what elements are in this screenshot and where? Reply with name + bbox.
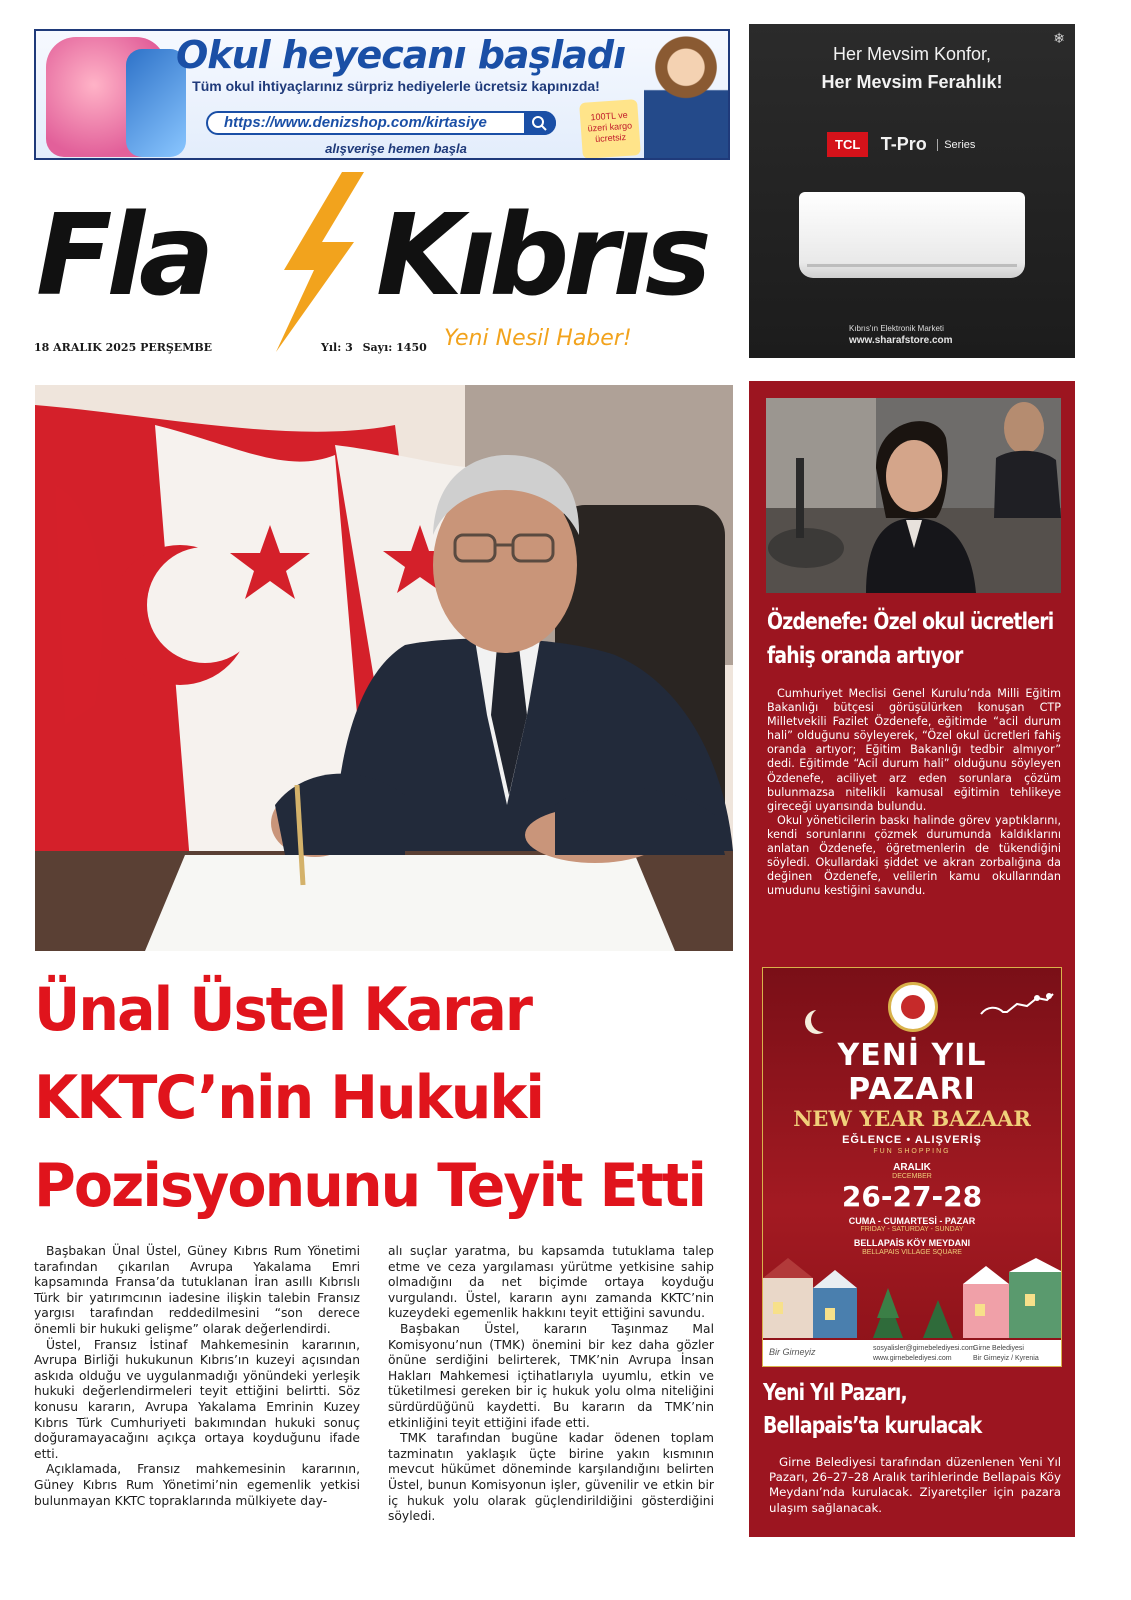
ad-subtitle: Tüm okul ihtiyaçlarınız sürpriz hediyelerle ücretsiz kapınızda! [192, 78, 600, 94]
article-column-2 [388, 1244, 714, 1525]
headline-line: Ünal Üstel Karar [34, 975, 532, 1045]
bazaar-venue-en: BELLAPAIS VILLAGE SQUARE [862, 1249, 962, 1256]
snowflake-icon: ❄ [1053, 30, 1065, 46]
store-tagline: Kıbrıs'ın Elektronik Marketi [849, 324, 944, 333]
lightning-bolt-icon [254, 172, 374, 352]
school-ad-banner[interactable] [34, 29, 730, 160]
issue-date: 18 ARALIK 2025 PERŞEMBE [34, 341, 213, 354]
side-headline-line: Yeni Yıl Pazarı, [763, 1380, 907, 1406]
article-paragraph: alı suçlar yaratma, bu kapsamda tutuklama talep etme ve ceza yargılaması yürütme yetkisine sahip olmadığını da net biçimde ortaya koyduğu vurgulandı. Üstel, kararın aynı zamanda KKTC’nin kuzeydeki egemenlik hakkını teyit ettiğini savundu. [388, 1244, 714, 1321]
bazaar-title-2: PAZARI [848, 1072, 976, 1107]
slogan: Yeni Nesil Haber! [444, 326, 632, 351]
brand-row [827, 132, 975, 160]
bazaar-footer [763, 1340, 1062, 1366]
bazaar-venue: BELLAPAİS KÖY MEYDANI [853, 1238, 971, 1248]
student-image [644, 35, 728, 159]
ad-url-field[interactable]: https://www.denizshop.com/kirtasiye [206, 111, 556, 135]
ad-title: Okul heyecanı başladı [176, 33, 626, 77]
bazaar-title-1: YENİ YIL [837, 1038, 987, 1073]
ac-vent [807, 264, 1017, 267]
village-houses-illustration [763, 1258, 1062, 1338]
shipping-badge: 100TL ve üzeri kargo ücretsiz [579, 99, 641, 159]
ad-cta[interactable]: alışverişe hemen başla [325, 141, 467, 156]
bazaar-days: CUMA - CUMARTESİ - PAZAR [848, 1216, 976, 1226]
footer-social-2[interactable]: Bir Girneyiz / Kyrenia [973, 1355, 1039, 1362]
series-label: Series [937, 139, 975, 151]
bazaar-days-en: FRIDAY - SATURDAY - SUNDAY [860, 1226, 964, 1233]
article-column-1 [34, 1244, 360, 1509]
bazaar-month: ARALIK [893, 1162, 931, 1173]
footer-email[interactable]: sosyalisler@girnebelediyesi.com [873, 1345, 975, 1352]
brand-logo: TCL [827, 132, 868, 157]
bazaar-tags-en: FUN SHOPPING [873, 1148, 951, 1155]
side-story-photo[interactable] [766, 398, 1061, 593]
bazaar-tags: EĞLENCE • ALIŞVERİŞ [842, 1134, 982, 1146]
side-paragraph: Girne Belediyesi tarafından düzenlenen Yeni Yıl Pazarı, 26–27–28 Aralık tarihlerinde Bellapais Köy Meydanı’nda kurulacak. Ziyaretçiler için pazara ulaşım sağlanacak. [769, 1455, 1061, 1515]
reindeer-sleigh-icon [977, 984, 1057, 1024]
side-headline-line: Özdenefe: Özel okul ücretleri [767, 609, 1054, 635]
municipality-seal-icon [888, 982, 938, 1032]
logo-text-part2: Kıbrıs [376, 191, 706, 321]
main-story-photo[interactable] [35, 385, 733, 951]
article-paragraph: Başbakan Üstel, kararın Taşınmaz Mal Komisyonu’nun (TMK) önemini bir kez daha gözler önüne serdiğini belirterek, TMK’nin Avrupa İnsan Hakları Mahkemesi içtihatlarıyla uyumlu, etkin ve tüketilmesi gereken bir iç hukuk yolu olma niteliğini sürdürdüğünü kaydetti. Bu kararın da TMK’nin etkinliğini teyit ettiğini ifade etti. [388, 1321, 714, 1430]
article-paragraph: Başbakan Ünal Üstel, Güney Kıbrıs Rum Yönetimi tarafından çıkarılan Avrupa Yakalama Emri kapsamında Fransa’da tutuklanan İran asıllı Kıbrıslı Türk bir yatırımcının iadesine ilişkin talebin Fransız yargısı tarafından reddedilmesini “son derece önemli bir hukuki gelişme” olarak değerlendirdi. [34, 1244, 360, 1336]
bazaar-title-en: NEW YEAR BAZAAR [793, 1106, 1031, 1131]
side-headline-2[interactable] [763, 1377, 1009, 1443]
article-paragraph: Açıklamada, Fransız mahkemesinin kararının, Güney Kıbrıs Rum Yönetimi’nin egemenlik yetkisi bulunmayan KKTC topraklarında mülkiyete day- [34, 1462, 360, 1508]
side-body-2 [769, 1455, 1061, 1516]
store-url[interactable]: www.sharafstore.com [849, 335, 953, 346]
new-year-bazaar-ad[interactable] [762, 967, 1062, 1367]
main-headline[interactable] [34, 966, 705, 1230]
bazaar-month-en: DECEMBER [892, 1173, 932, 1180]
side-paragraph: Okul yöneticilerin baskı halinde görev yaptıklarını, kendi sorunlarını çözmek durumunda kaldıklarını anlatan Özdenefe, öğretmenlerin de tükendiğini söyledi. Okullardaki şiddet ve akran zorbalığına da değinen Özdenefe, velilerin kamu okullarından umudunu kestiğini savundu. [767, 813, 1061, 898]
footer-social-1[interactable]: Girne Belediyesi [973, 1345, 1024, 1352]
sidebar-news [749, 381, 1075, 1537]
side-body [767, 687, 1061, 898]
issue-info [321, 341, 427, 354]
side-headline-line: fahiş oranda artıyor [767, 643, 963, 669]
article-paragraph: TMK tarafından bugüne kadar ödenen toplam tazminatın yaklaşık üçte birine yakın kısmının mevcut hükümet döneminde karşılandığını belirten Üstel, bunun Komisyonun işler, güvenilir ve etkin bir iç hukuk yolu olarak güçlendirildiğini gösterdiğini söyledi. [388, 1431, 714, 1524]
headline-line: KKTC’nin Hukuki [34, 1063, 544, 1133]
footer-web[interactable]: www.girnebelediyesi.com [873, 1355, 952, 1362]
issue-number: Sayı: 1450 [362, 341, 427, 354]
newspaper-logo[interactable] [36, 186, 736, 326]
ad-line2: Her Mevsim Ferahlık! [821, 72, 1003, 92]
headline-line: Pozisyonunu Teyit Etti [34, 1151, 705, 1221]
logo-text-part1: Fla [36, 191, 209, 321]
ad-line1: Her Mevsim Konfor, [832, 44, 992, 64]
crescent-moon-icon [811, 1008, 835, 1032]
search-icon[interactable] [524, 111, 556, 135]
air-conditioner-ad[interactable] [749, 24, 1075, 358]
side-paragraph: Cumhuriyet Meclisi Genel Kurulu’nda Milli Eğitim Bakanlığı bütçesi görüşülürken konuşan CTP Milletvekili Fazilet Özdenefe, eğitimde “acil durum hali” olduğunu söyleyerek, “Özel okul ücretleri fahiş oranda artıyor; Eğitim Bakanlığı tedbir almıyor” dedi. Eğitimde “Acil durum hali” olduğunu söyleyen Özdenefe, aciliyet arz eden sorunlara çözüm bulunmazsa nitelikli kamusal eğitimin tehlikeye gireceği uyarısında bulundu. [767, 687, 1061, 813]
footer-slogan: Bir Girneyiz [769, 1347, 816, 1357]
side-headline[interactable] [767, 605, 1054, 673]
issue-year: Yıl: 3 [321, 341, 353, 354]
bazaar-dates: 26-27-28 [841, 1180, 983, 1213]
side-headline-line: Bellapais’ta kurulacak [763, 1413, 982, 1439]
model-name: T-Pro [880, 134, 927, 154]
article-paragraph: Üstel, Fransız İstinaf Mahkemesinin kararının, Avrupa Birliği hukukunun Kıbrıs’ın kuzeyi açısından askıda olduğu ve uygulanmadığı yönündeki yerleşik hukuki değerlendirmeleri teyit ettiğini belirtti. Söz konusu kararın, Avrupa Yakalama Emrinin Kuzey Kıbrıs Türk Cumhuriyeti bakımından hukuki sonuç doğuramayacağını açıkça ortaya koyduğunu ifade etti. [34, 1337, 360, 1461]
